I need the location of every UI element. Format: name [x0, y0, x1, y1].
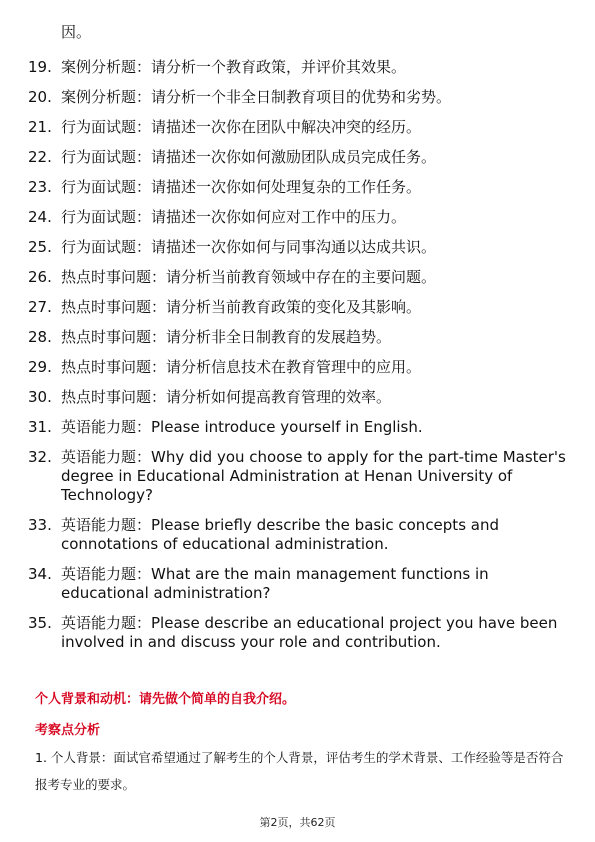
question-item	[28, 565, 568, 603]
question-number: 29.	[28, 358, 52, 376]
question-item	[28, 208, 568, 227]
question-text: 行为面试题：请描述一次你如何与同事沟通以达成共识。	[61, 238, 437, 256]
question-item	[28, 388, 568, 407]
continued-text: 因。	[61, 23, 92, 41]
question-item	[28, 88, 568, 107]
question-number: 27.	[28, 298, 52, 316]
question-number: 34.	[28, 565, 52, 583]
question-text: 行为面试题：请描述一次你在团队中解决冲突的经历。	[61, 118, 422, 136]
question-number: 21.	[28, 118, 52, 136]
question-text: 英语能力题：Why did you choose to apply for the part-time Master's degree in Educational Administration at Henan University of Technology?	[61, 448, 566, 504]
question-number: 24.	[28, 208, 52, 226]
question-item	[28, 298, 568, 317]
question-number: 30.	[28, 388, 52, 406]
analysis-subheading: 考察点分析	[35, 723, 101, 738]
page-footer: 第2页，共62页	[259, 816, 336, 829]
question-item	[28, 148, 568, 167]
question-text: 行为面试题：请描述一次你如何应对工作中的压力。	[61, 208, 407, 226]
question-item	[28, 58, 568, 77]
question-number: 31.	[28, 418, 52, 436]
question-item	[28, 448, 568, 505]
question-number: 33.	[28, 516, 52, 534]
question-number: 22.	[28, 148, 52, 166]
question-item	[28, 328, 568, 347]
question-number: 28.	[28, 328, 52, 346]
question-list	[28, 58, 568, 663]
question-text: 热点时事问题：请分析如何提高教育管理的效率。	[61, 388, 392, 406]
question-item	[28, 268, 568, 287]
question-item	[28, 238, 568, 257]
question-text: 英语能力题：Please introduce yourself in English.	[61, 418, 423, 436]
question-text: 热点时事问题：请分析当前教育领域中存在的主要问题。	[61, 268, 437, 286]
question-text: 英语能力题：Please briefly describe the basic concepts and connotations of educational administration.	[61, 516, 499, 553]
question-text: 英语能力题：Please describe an educational project you have been involved in and discuss your role and contribution.	[61, 614, 558, 651]
question-text: 行为面试题：请描述一次你如何处理复杂的工作任务。	[61, 178, 422, 196]
question-number: 20.	[28, 88, 52, 106]
question-number: 32.	[28, 448, 52, 466]
question-item	[28, 358, 568, 377]
question-number: 25.	[28, 238, 52, 256]
question-text: 热点时事问题：请分析当前教育政策的变化及其影响。	[61, 298, 422, 316]
analysis-paragraph: 1. 个人背景：面试官希望通过了解考生的个人背景，评估考生的学术背景、工作经验等是否符合报考专业的要求。	[35, 750, 564, 792]
question-number: 35.	[28, 614, 52, 632]
question-number: 19.	[28, 58, 52, 76]
question-item	[28, 418, 568, 437]
question-item	[28, 516, 568, 554]
question-number: 26.	[28, 268, 52, 286]
question-text: 案例分析题：请分析一个教育政策，并评价其效果。	[61, 58, 407, 76]
question-text: 行为面试题：请描述一次你如何激励团队成员完成任务。	[61, 148, 437, 166]
question-text: 英语能力题：What are the main management functions in educational administration?	[61, 565, 489, 602]
question-item	[28, 178, 568, 197]
question-number: 23.	[28, 178, 52, 196]
question-text: 热点时事问题：请分析非全日制教育的发展趋势。	[61, 328, 392, 346]
question-text: 案例分析题：请分析一个非全日制教育项目的优势和劣势。	[61, 88, 452, 106]
question-item	[28, 118, 568, 137]
question-text: 热点时事问题：请分析信息技术在教育管理中的应用。	[61, 358, 422, 376]
section-heading: 个人背景和动机：请先做个简单的自我介绍。	[35, 692, 296, 707]
question-item	[28, 614, 568, 652]
